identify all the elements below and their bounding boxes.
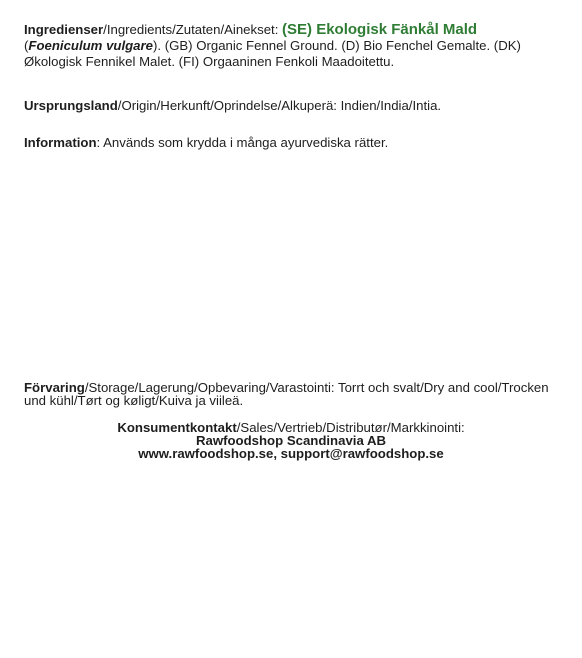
contact-label: Konsumentkontakt	[117, 420, 237, 435]
storage-text: /Storage/Lagerung/Opbevaring/Varastointi: Torrt och svalt/Dry and cool/Trocken und kühl/Tørt og køligt/Kuiva ja viileä.	[24, 380, 549, 408]
latin-name: Foeniculum vulgare	[28, 38, 153, 53]
origin-paragraph	[24, 98, 564, 114]
latin-open-paren: (	[24, 38, 29, 53]
ingredients-label-languages: /Ingredients/Zutaten/Ainekset:	[103, 22, 283, 37]
latin-close-paren: )	[152, 38, 158, 53]
storage-label: Förvaring	[24, 380, 85, 395]
ingredients-label: Ingredienser	[24, 22, 104, 37]
origin-text: /Origin/Herkunft/Oprindelse/Alkuperä: Indien/India/Intia.	[117, 98, 442, 113]
consumer-contact-block	[0, 421, 582, 460]
information-label: Information	[24, 135, 97, 150]
website-and-email: www.rawfoodshop.se, support@rawfoodshop.se	[138, 446, 444, 461]
information-text: : Används som krydda i många ayurvediska rätter.	[96, 135, 389, 150]
information-paragraph	[24, 135, 564, 151]
origin-label: Ursprungsland	[24, 98, 118, 113]
product-translations: . (GB) Organic Fennel Ground. (D) Bio Fenchel Gemalte. (DK) Økologisk Fennikel Malet. (FI) Orgaaninen Fenkoli Maadoitettu.	[24, 38, 521, 69]
ingredients-paragraph	[24, 22, 564, 70]
storage-paragraph	[24, 381, 564, 407]
product-name-se: (SE) Ekologisk Fänkål Mald	[282, 21, 478, 38]
company-name: Rawfoodshop Scandinavia AB	[195, 433, 387, 448]
contact-label-languages: /Sales/Vertrieb/Distributør/Markkinointi:	[236, 420, 465, 435]
